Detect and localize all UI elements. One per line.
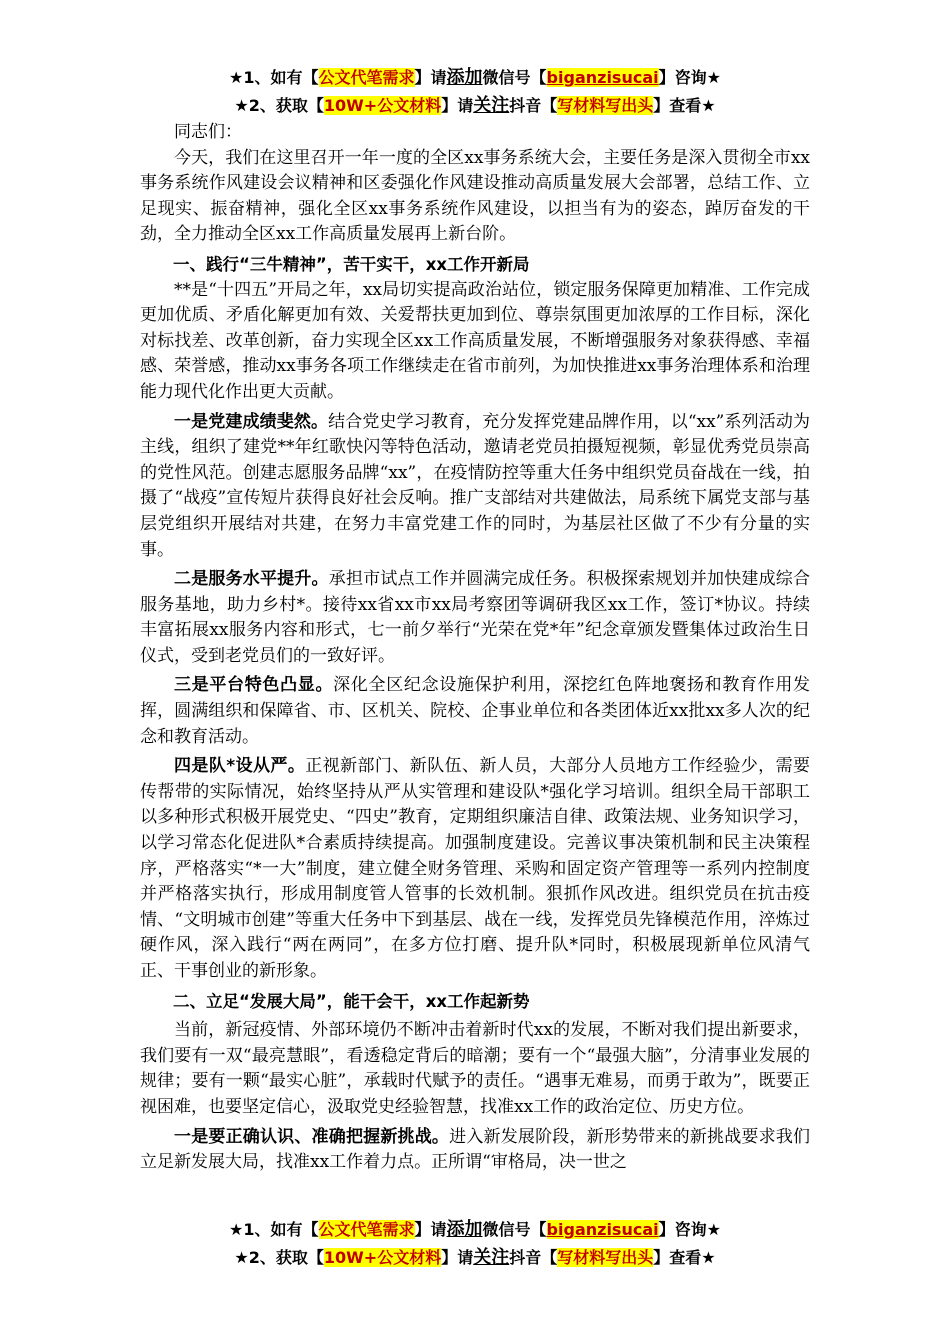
- paragraph: **是“十四五”开局之年，xx局切实提高政治站位，锁定服务保障更加精准、工作完成更加优质、矛盾化解更加有效、关爱帮扶更加到位、尊崇氛围更加浓厚的工作目标，深化对标找差、改革创新，奋力实现全区xx工作高质量发展，不断增强服务对象获得感、幸福感、荣誉感，推动xx事务各项工作继续走在省市前列，为加快推进xx事务治理体系和治理能力现代化作出更大贡献。: [140, 279, 810, 402]
- banner-text: 】咨询★: [658, 1220, 721, 1239]
- paragraph: 今天，我们在这里召开一年一度的全区xx事务系统大会，主要任务是深入贯彻全市xx事务系统作风建设会议精神和区委强化作风建设推动高质量发展大会部署，总结工作、立足现实、振奋精神，强化全区xx事务系统作风建设，以担当有为的姿态，踔厉奋发的干劲，全力推动全区xx工作高质量发展再上新台阶。: [140, 147, 810, 245]
- banner-text: 抖音【: [509, 96, 558, 115]
- paragraph: [140, 567, 810, 669]
- paragraph-text: 结合党史学习教育，充分发挥党建品牌作用，以“xx”系列活动为主线，组织了建党**年红歌快闪等特色活动，邀请老党员拍摄短视频，彰显优秀党员崇高的党性风范。创建志愿服务品牌“xx”，在疫情防控等重大任务中组织党员奋战在一线，拍摄了“战疫”宣传短片获得良好社会反响。推广支部结对共建做法，局系统下属党支部与基层党组织开展结对共建，在努力丰富党建工作的同时，为基层社区做了不少有分量的实事。: [140, 411, 811, 560]
- banner-highlight: 10W+公文材料: [323, 96, 442, 115]
- paragraph-text: 深化全区纪念设施保护利用，深挖红色阵地褒扬和教育作用发挥，圆满组织和保障省、市、区机关、院校、企事业单位和各类团体近xx批xx多人次的纪念和教育活动。: [140, 675, 810, 747]
- paragraph: 当前，新冠疫情、外部环境仍不断冲击着新时代xx的发展，不断对我们提出新要求，我们要有一双“最亮慧眼”，看透稳定背后的暗潮；要有一个“最强大脑”，分清事业发展的规律；要有一颗“最实心脏”，承载时代赋予的责任。“遇事无难易，而勇于敢为”，既要正视困难，也要坚定信心，汲取党史经验智慧，找准xx工作的政治定位、历史方位。: [140, 1020, 810, 1117]
- banner-highlight: 写材料写出头: [557, 1248, 654, 1267]
- section-heading: 二、立足“发展大局”，能干会干，xx工作起新势: [173, 991, 530, 1011]
- banner-line-2: [140, 92, 810, 120]
- paragraph: [140, 754, 810, 984]
- banner-highlight: 公文代笔需求: [318, 1220, 415, 1239]
- banner-text: 添加: [446, 67, 483, 88]
- paragraph: [140, 410, 810, 564]
- banner-text: 】请: [414, 68, 447, 87]
- banner-text: 抖音【: [509, 1248, 558, 1267]
- banner-text: ★1、如有【: [229, 68, 319, 87]
- footer-banner: [140, 1216, 810, 1272]
- banner-highlight: 10W+公文材料: [323, 1248, 442, 1267]
- banner-text: 】请: [441, 1248, 474, 1267]
- paragraph-lead: 一是党建成绩斐然。: [174, 411, 329, 432]
- banner-text: 】查看★: [653, 1248, 716, 1267]
- banner-text: 关注: [473, 1247, 510, 1268]
- banner-line-2: [140, 1244, 810, 1272]
- banner-highlight: biganzisucai: [546, 68, 659, 87]
- banner-text: ★2、获取【: [234, 1248, 324, 1267]
- banner-highlight: 写材料写出头: [557, 96, 654, 115]
- banner-text: 关注: [473, 95, 510, 116]
- banner-text: 】咨询★: [658, 68, 721, 87]
- banner-text: 】请: [441, 96, 474, 115]
- document-body: [140, 120, 810, 1176]
- banner-highlight: biganzisucai: [546, 1220, 659, 1239]
- paragraph-lead: 三是平台特色凸显。: [174, 675, 334, 696]
- paragraph-lead: 四是队*设从严。: [174, 756, 306, 777]
- section-heading: 一、践行“三牛精神”，苦干实干，xx工作开新局: [173, 254, 530, 274]
- paragraph-lead: 一是要正确认识、准确把握新挑战。: [174, 1126, 450, 1147]
- banner-text: ★1、如有【: [229, 1220, 319, 1239]
- paragraph-lead: 二是服务水平提升。: [174, 569, 329, 590]
- paragraph-text: 承担市试点工作并圆满完成任务。积极探索规划并加快建成综合服务基地，助力乡村*。接待xx省xx市xx局考察团等调研我区xx工作，签订*协议。持续丰富拓展xx服务内容和形式，七一前夕举行“光荣在党*年”纪念章颁发暨集体过政治生日仪式，受到老党员们的一致好评。: [140, 569, 810, 666]
- banner-text: 】请: [414, 1220, 447, 1239]
- banner-line-1: [140, 1216, 810, 1244]
- paragraph-text: 进入新发展阶段，新形势带来的新挑战要求我们立足新发展大局，找准xx工作着力点。正所谓“审格局，决一世之: [140, 1126, 811, 1173]
- salutation: 同志们：: [174, 122, 242, 142]
- document-page: [140, 64, 810, 1176]
- banner-line-1: [140, 64, 810, 92]
- banner-text: 添加: [446, 1219, 483, 1240]
- paragraph: [140, 673, 810, 750]
- banner-text: 微信号【: [482, 68, 547, 87]
- banner-highlight: 公文代笔需求: [318, 68, 415, 87]
- banner-text: ★2、获取【: [234, 96, 324, 115]
- header-banner: [140, 64, 810, 120]
- paragraph-text: 正视新部门、新队伍、新人员，大部分人员地方工作经验少，需要传帮带的实际情况，始终坚持从严从实管理和建设队*强化学习培训。组织全局干部职工以多种形式积极开展党史、“四史”教育，定期组织廉洁自律、政策法规、业务知识学习，以学习常态化促进队*合素质持续提高。加强制度建设。完善议事决策机制和民主决策程序，严格落实“*一大”制度，建立健全财务管理、采购和固定资产管理等一系列内控制度并严格落实执行，形成用制度管人管事的长效机制。狠抓作风改进。组织党员在抗击疫情、“文明城市创建”等重大任务中下到基层、战在一线，发挥党员先锋模范作用，淬炼过硬作风，深入践行“两在两同”，在多方位打磨、提升队*同时，积极展现新单位风清气正、干事创业的新形象。: [140, 756, 811, 981]
- banner-text: 】查看★: [653, 96, 716, 115]
- paragraph: [140, 1125, 810, 1176]
- banner-text: 微信号【: [482, 1220, 547, 1239]
